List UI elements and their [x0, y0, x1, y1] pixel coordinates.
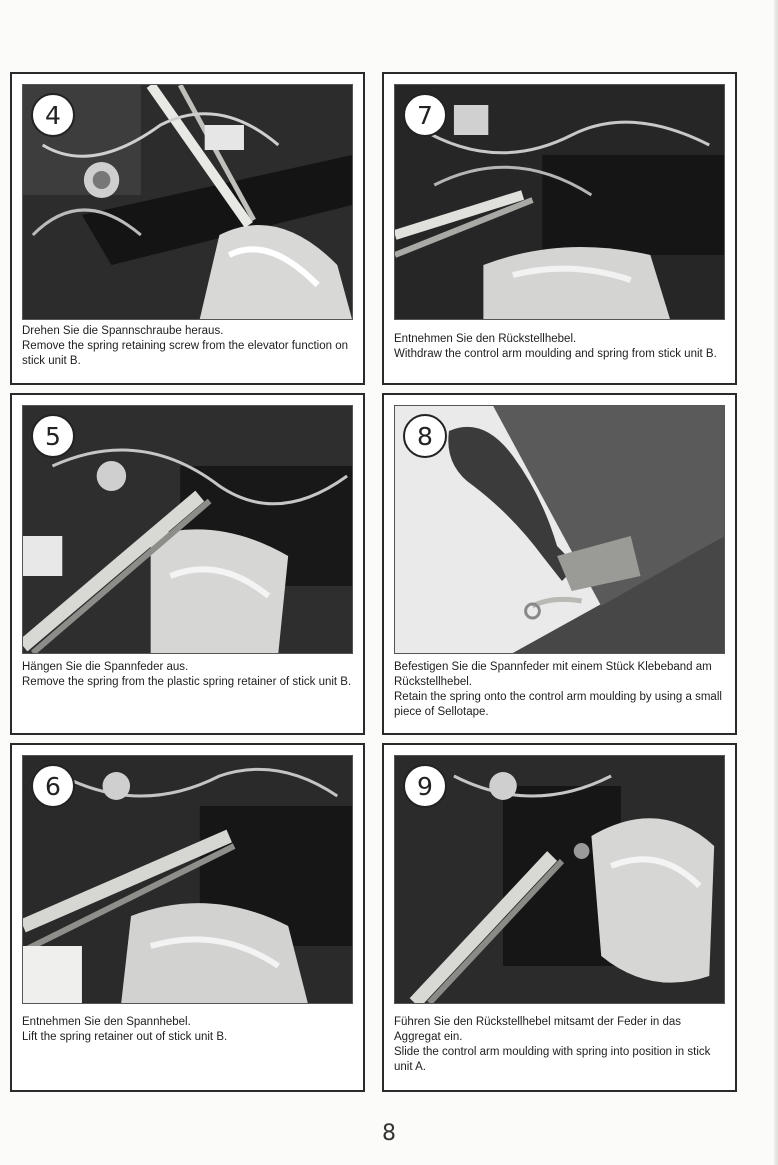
step-number-badge: 6	[31, 764, 75, 808]
step-panel-6	[10, 743, 365, 1092]
step-6-caption	[22, 1015, 353, 1045]
step-8-photo	[394, 405, 725, 654]
step-4-photo	[22, 84, 353, 320]
step-7-caption	[394, 332, 725, 362]
caption-english: Withdraw the control arm moulding and spring from stick unit B.	[394, 348, 717, 360]
step-panel-8	[382, 393, 737, 735]
step-number-badge: 8	[403, 414, 447, 458]
step-9-caption	[394, 1015, 725, 1075]
step-8-caption	[394, 660, 725, 720]
step-number-badge: 7	[403, 93, 447, 137]
step-number-badge: 4	[31, 93, 75, 137]
caption-german: Führen Sie den Rückstellhebel mitsamt der Feder in das Aggregat ein.	[394, 1016, 682, 1043]
caption-english: Remove the spring retaining screw from the elevator function on stick unit B.	[22, 340, 348, 367]
step-5-photo	[22, 405, 353, 654]
caption-english: Remove the spring from the plastic spring retainer of stick unit B.	[22, 676, 352, 688]
step-7-photo	[394, 84, 725, 320]
step-number-badge: 9	[403, 764, 447, 808]
page-edge	[774, 0, 778, 1165]
caption-german: Befestigen Sie die Spannfeder mit einem Stück Klebeband am Rückstellhebel.	[394, 661, 712, 688]
caption-german: Entnehmen Sie den Rückstellhebel.	[394, 333, 577, 345]
step-4-caption	[22, 324, 353, 369]
step-5-caption	[22, 660, 353, 690]
page-number: 8	[382, 1121, 396, 1146]
caption-german: Hängen Sie die Spannfeder aus.	[22, 661, 189, 673]
caption-english: Slide the control arm moulding with spring into position in stick unit A.	[394, 1046, 711, 1073]
step-6-photo	[22, 755, 353, 1004]
step-panel-4	[10, 72, 365, 385]
step-panel-9	[382, 743, 737, 1092]
step-number-badge: 5	[31, 414, 75, 458]
caption-german: Entnehmen Sie den Spannhebel.	[22, 1016, 191, 1028]
step-panel-7	[382, 72, 737, 385]
caption-english: Lift the spring retainer out of stick unit B.	[22, 1031, 228, 1043]
step-panel-5	[10, 393, 365, 735]
caption-english: Retain the spring onto the control arm moulding by using a small piece of Sellotape.	[394, 691, 722, 718]
caption-german: Drehen Sie die Spannschraube heraus.	[22, 325, 224, 337]
step-9-photo	[394, 755, 725, 1004]
